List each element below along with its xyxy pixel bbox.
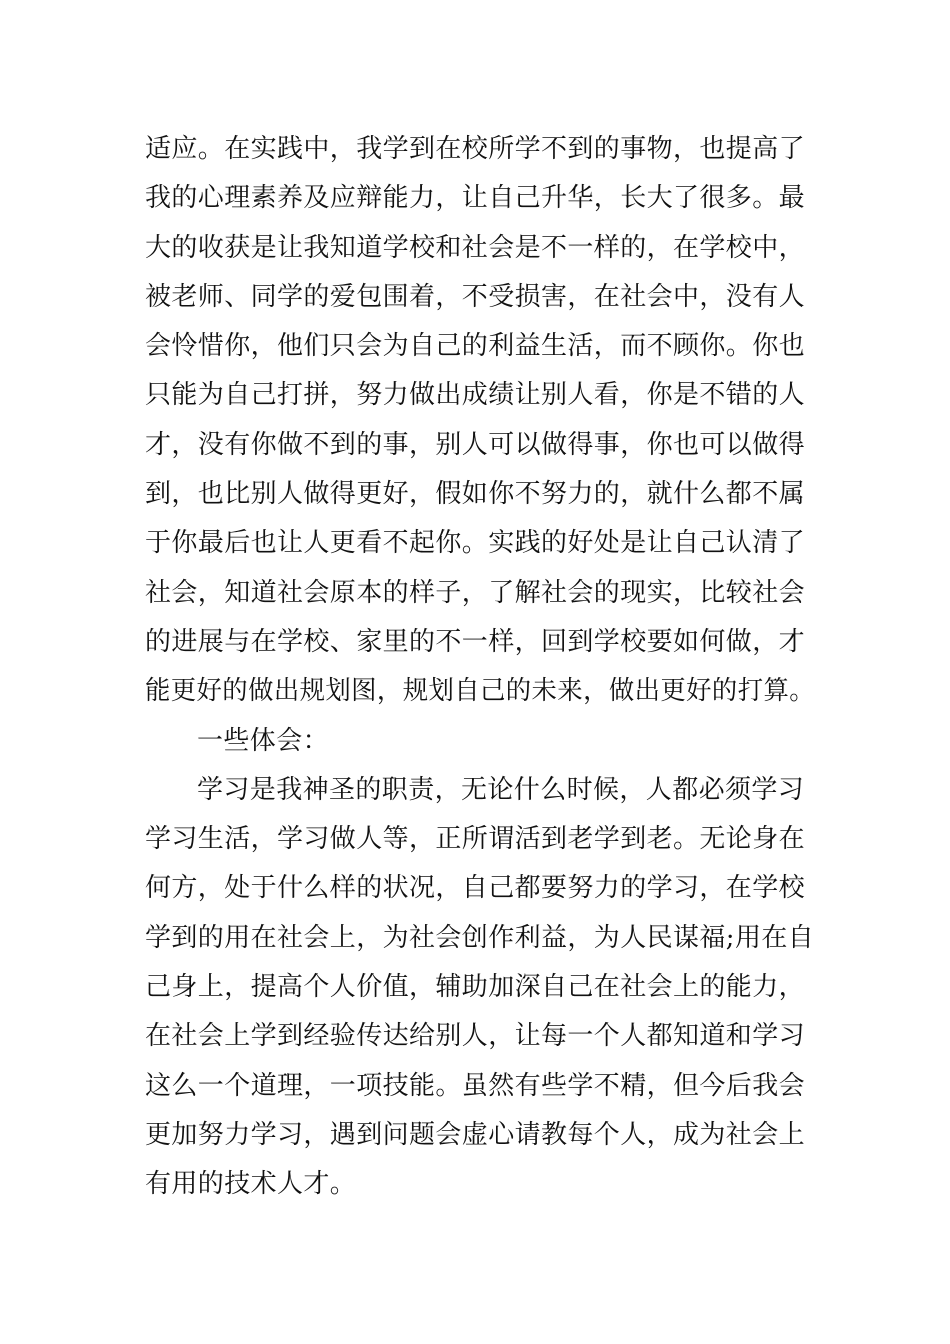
text-line: 会怜惜你，他们只会为自己的利益生活，而不顾你。你也 xyxy=(145,331,806,362)
text-line: 学到的用在社会上，为社会创作利益，为人民谋福;用在自 xyxy=(145,922,815,953)
text-line: 学习生活，学习做人等，正所谓活到老学到老。无论身在 xyxy=(145,824,806,855)
text-line: 一些体会： xyxy=(197,725,330,756)
text-line: 只能为自己打拼，努力做出成绩让别人看，你是不错的人 xyxy=(145,380,806,411)
text-line: 我的心理素养及应辩能力，让自己升华，长大了很多。最 xyxy=(145,183,806,214)
text-line: 被老师、同学的爱包围着，不受损害，在社会中，没有人 xyxy=(145,281,806,312)
text-line: 到，也比别人做得更好，假如你不努力的，就什么都不属 xyxy=(145,479,806,510)
text-line: 这么一个道理，一项技能。虽然有些学不精，但今后我会 xyxy=(145,1070,806,1101)
text-line: 更加努力学习，遇到问题会虚心请教每个人，成为社会上 xyxy=(145,1119,806,1150)
text-line: 有用的技术人才。 xyxy=(145,1169,357,1200)
body-text xyxy=(145,125,815,1210)
text-line: 适应。在实践中，我学到在校所学不到的事物，也提高了 xyxy=(145,134,806,164)
text-line: 才，没有你做不到的事，别人可以做得事，你也可以做得 xyxy=(145,429,806,460)
text-line: 于你最后也让人更看不起你。实践的好处是让自己认清了 xyxy=(145,528,806,559)
text-line: 己身上，提高个人价值，辅助加深自己在社会上的能力， xyxy=(145,972,806,1003)
text-line: 大的收获是让我知道学校和社会是不一样的，在学校中， xyxy=(145,232,806,263)
text-line: 在社会上学到经验传达给别人，让每一个人都知道和学习 xyxy=(145,1021,806,1052)
text-line: 能更好的做出规划图，规划自己的未来，做出更好的打算。 xyxy=(145,676,815,707)
text-line: 学习是我神圣的职责，无论什么时候，人都必须学习 xyxy=(197,774,805,805)
text-line: 的进展与在学校、家里的不一样，回到学校要如何做，才 xyxy=(145,626,806,657)
text-line: 何方，处于什么样的状况，自己都要努力的学习，在学校 xyxy=(145,873,806,904)
text-line: 社会，知道社会原本的样子，了解社会的现实，比较社会 xyxy=(145,577,806,608)
